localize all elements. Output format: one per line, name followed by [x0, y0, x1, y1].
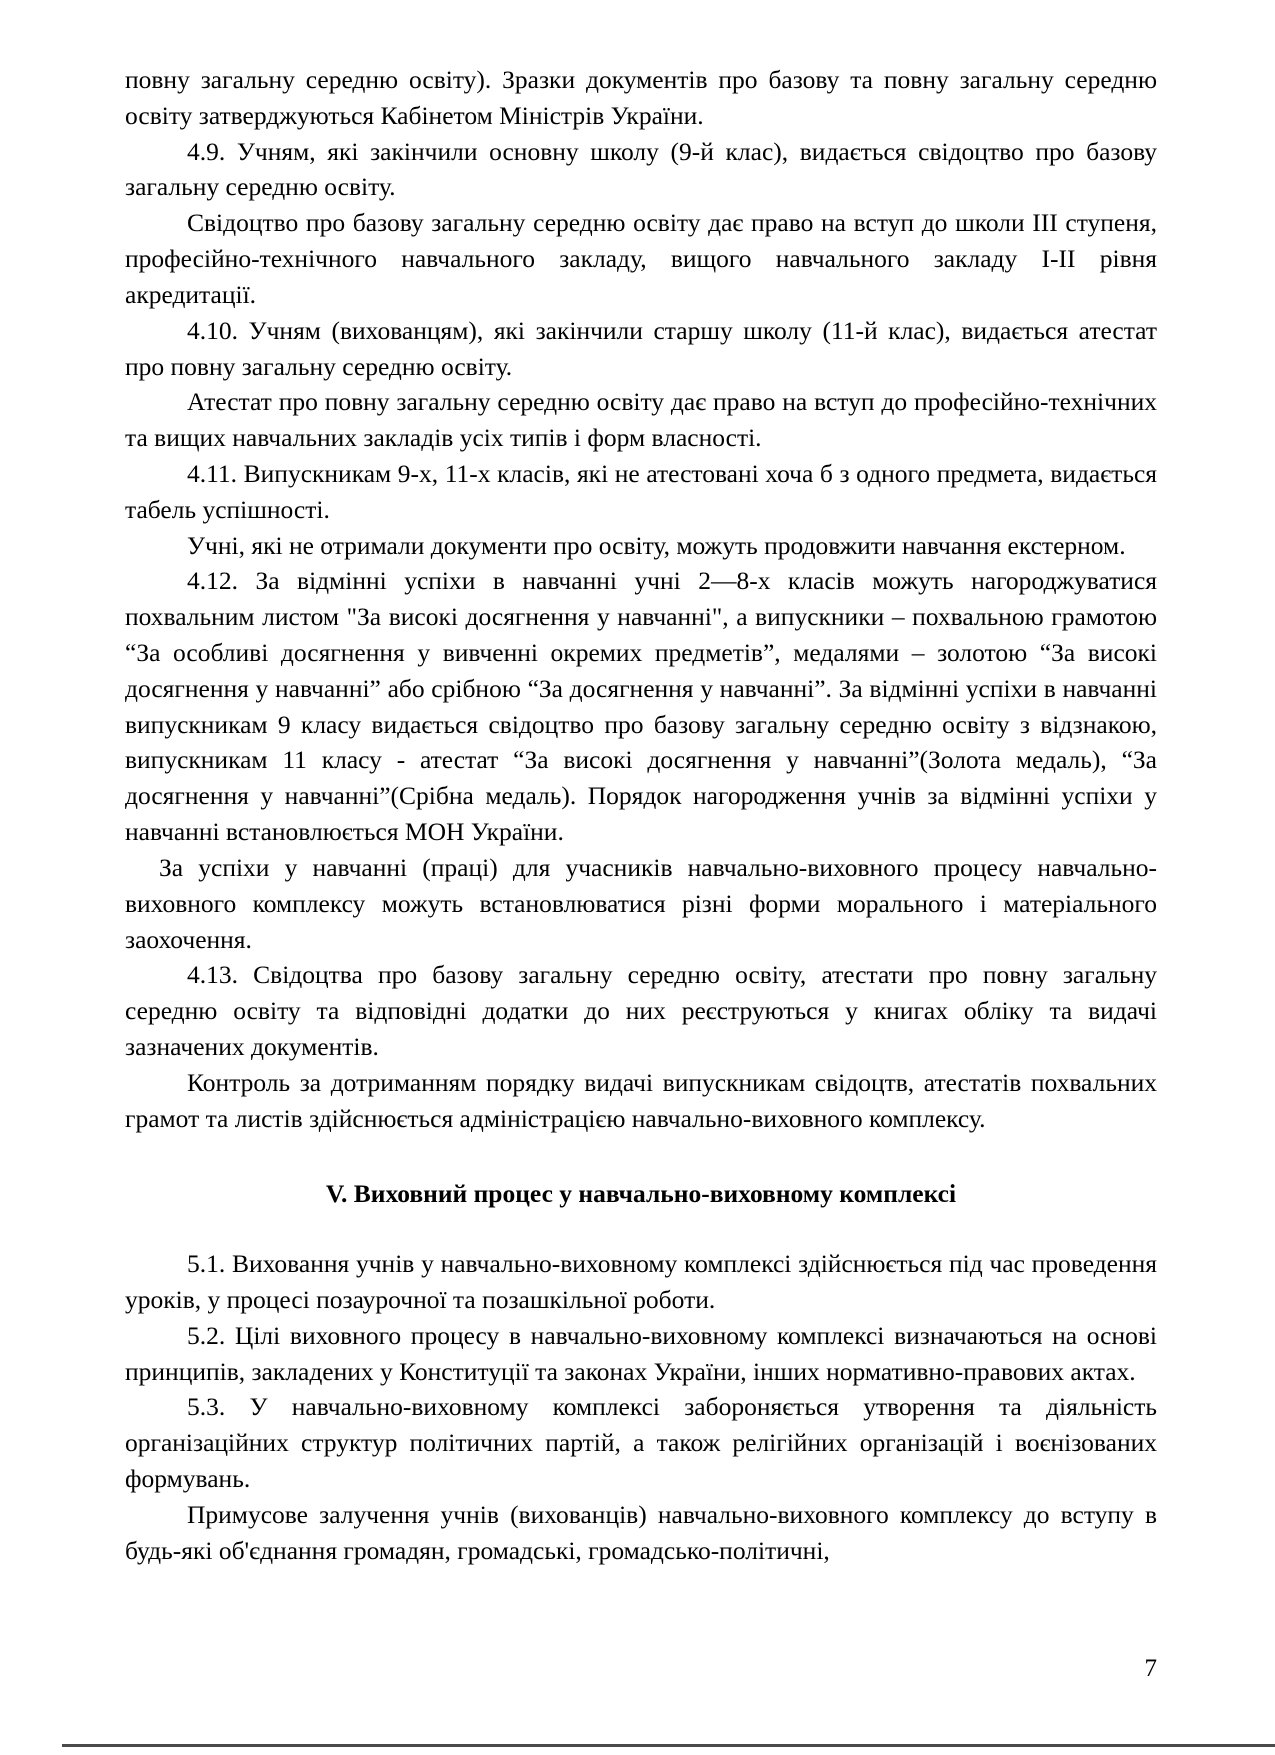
document-body: [125, 62, 1157, 1569]
paragraph-4-10: 4.10. Учням (вихованцям), які закінчили старшу школу (11-й клас), видається атестат про повну загальну середню освіту.: [125, 315, 1157, 381]
paragraph-5-3: 5.3. У навчально-виховному комплексі забороняється утворення та діяльність організаційних структур політичних партій, а також релігійних організацій і воєнізованих формувань.: [125, 1392, 1157, 1494]
paragraph-5-1: 5.1. Виховання учнів у навчально-виховному комплексі здійснюється під час проведення уроків, у процесі позаурочної та позашкільної роботи.: [125, 1249, 1157, 1314]
paragraph-4-9: 4.9. Учням, які закінчили основну школу (9-й клас), видається свідоцтво про базову загальну середню освіту.: [125, 136, 1157, 202]
paragraph-4-11: 4.11. Випускникам 9-х, 11-х класів, які не атестовані хоча б з одного предмета, видається табель успішності.: [125, 458, 1157, 524]
paragraph-4-13: 4.13. Свідоцтва про базову загальну середню освіту, атестати про повну загальну середню освіту та відповідні додатки до них реєструються у книгах обліку та видачі зазначених документів.: [125, 960, 1157, 1061]
paragraph-4-12: 4.12. За відмінні успіхи в навчанні учні 2—8-х класів можуть нагороджуватися похвальним листом "За високі досягнення у навчанні", а випускники – похвальною грамотою “За особливі досягнення у вивченні окремих предметів”, медалями – золотою “За високі досягнення у навчанні” або срібною “За досягнення у навчанні”. За відмінні успіхи в навчанні випускникам 9 класу видається свідоцтво про базову загальну середню освіту з відзнакою, випускникам 11 класу - атестат “За високі досягнення у навчанні”(Золота медаль), “За досягнення у навчанні”(Срібна медаль). Порядок нагородження учнів за відмінні успіхи у навчанні встановлюється МОН України.: [125, 566, 1157, 847]
paragraph-continued-top: повну загальну середню освіту). Зразки документів про базову та повну загальну середню освіту затверджуються Кабінетом Міністрів України.: [125, 65, 1157, 130]
paragraph-4-11-cont: Учні, які не отримали документи про освіту, можуть продовжити навчання екстерном.: [187, 530, 1126, 560]
paragraph-4-13-cont: Контроль за дотриманням порядку видачі випускникам свідоцтв, атестатів похвальних грамот та листів здійснюється адміністрацією навчально-виховного комплексу.: [125, 1067, 1157, 1133]
paragraph-5-3-cont: Примусове залучення учнів (вихованців) навчально-виховного комплексу до вступу в будь-які об'єднання громадян, громадські, громадсько-політичні,: [125, 1499, 1157, 1565]
paragraph-4-9-cont: Свідоцтво про базову загальну середню освіту дає право на вступ до школи III ступеня, професійно-технічного навчального закладу, вищого навчального закладу I-II рівня акредитації.: [125, 208, 1157, 309]
page-number: 7: [1144, 1655, 1157, 1682]
section-heading-v: V. Виховний процес у навчально-виховному комплексі: [325, 1179, 957, 1209]
paragraph-4-10-cont: Атестат про повну загальну середню освіту дає право на вступ до професійно-технічних та вищих навчальних закладів усіх типів і форм власності.: [125, 387, 1157, 453]
paragraph-5-2: 5.2. Цілі виховного процесу в навчально-виховному комплексі визначаються на основі принципів, закладених у Конституції та законах України, інших нормативно-правових актах.: [125, 1320, 1157, 1386]
page-bottom-rule: [62, 1744, 1275, 1747]
paragraph-4-12-cont: За успіхи у навчанні (праці) для учасників навчально-виховного процесу навчально-виховного комплексу можуть встановлюватися різні форми морального і матеріального заохочення.: [125, 852, 1157, 954]
